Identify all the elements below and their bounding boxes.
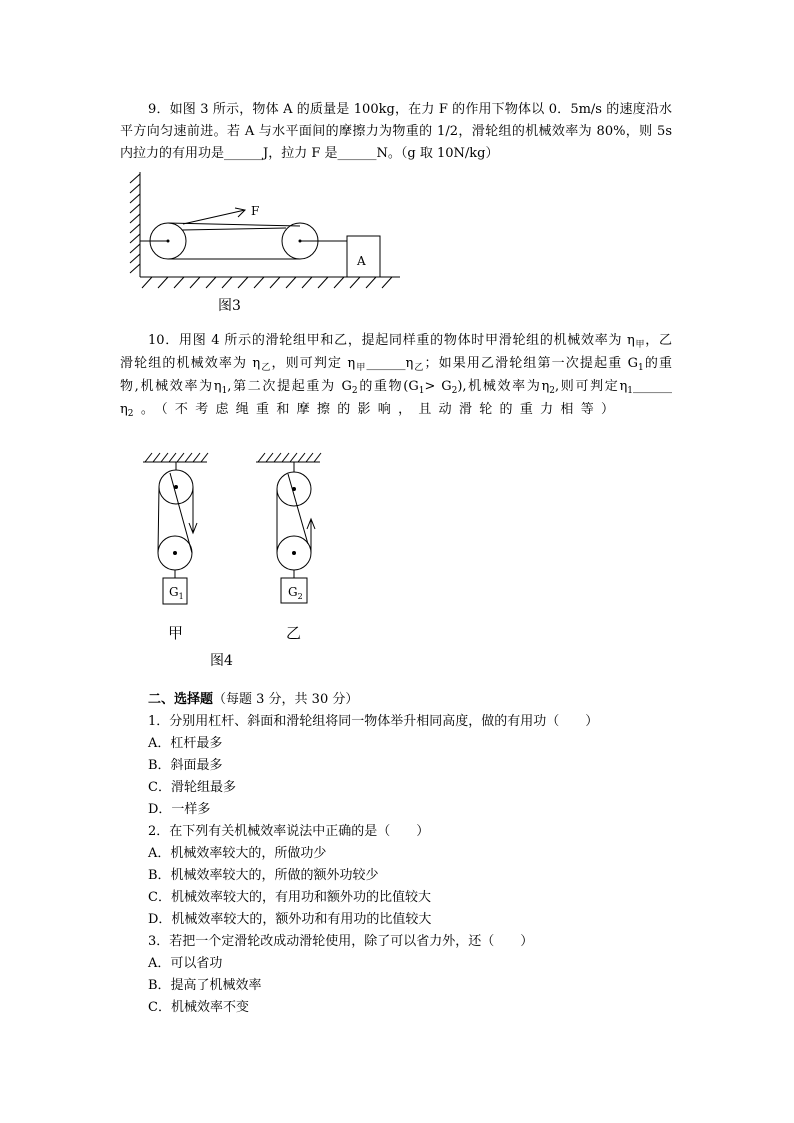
wall-hatching	[130, 174, 140, 273]
label-yi: 乙	[286, 624, 302, 642]
text-run: ，乙	[645, 333, 672, 348]
text-run: ，则可判定 η	[271, 356, 356, 371]
section-heading-title: 二、选择题	[148, 692, 214, 707]
force-label: F	[251, 204, 260, 218]
option: C．机械效率较大的，有用功和额外功的比值较大	[148, 890, 431, 905]
subscript: 1	[418, 386, 425, 396]
option: D．一样多	[148, 802, 211, 817]
text-run: 的重	[643, 356, 672, 371]
block-label: A	[357, 254, 366, 268]
option: A．杠杆最多	[148, 736, 223, 751]
question-10	[120, 329, 672, 421]
question-stem: 1．分别用杠杆、斜面和滑轮组将同一物体举升相同高度，做的有用功（ ）	[148, 714, 599, 729]
question-10-line-3	[120, 375, 672, 398]
subscript: 1	[627, 386, 633, 396]
text-run: ,则可判定η	[555, 379, 628, 394]
force-arrow	[183, 210, 245, 224]
subscript: 2	[127, 409, 134, 419]
question-10-line-1	[120, 329, 672, 352]
subscript: 1	[637, 363, 644, 373]
question-9	[120, 99, 672, 165]
subscript: 甲	[634, 340, 646, 350]
text-run: 9．如图 3 所示，物体 A 的质量是 100kg，在力 F 的作用下物体以 0．5m/s 的速度沿水	[148, 102, 672, 117]
text-run: ______η	[366, 356, 414, 371]
question-9-line-3	[120, 143, 672, 165]
option: C．滑轮组最多	[148, 780, 236, 795]
rope-top	[168, 223, 300, 226]
label-jia: 甲	[168, 624, 184, 642]
question-10-line-4	[120, 398, 614, 421]
question-9-line-1	[120, 99, 672, 121]
question-stem: 3．若把一个定滑轮改成动滑轮使用，除了可以省力外，还（ ）	[148, 934, 534, 949]
subscript: 1	[221, 386, 228, 396]
section-heading-note: （每题 3 分，共 30 分）	[213, 692, 359, 707]
option: C．机械效率不变	[148, 1000, 249, 1015]
text-run: ______	[632, 379, 672, 394]
option: B．提高了机械效率	[148, 978, 262, 993]
ceiling-right-hatching	[258, 453, 321, 462]
question-9-line-2	[120, 121, 672, 143]
text-run: 。（不考虑绳重和摩擦的影响，且动滑轮的重力相等）	[133, 402, 614, 417]
text-run: ),机械效率为η	[457, 379, 550, 394]
figure-4-pulley-systems	[130, 440, 340, 675]
option: D．机械效率较大的，额外功和有用功的比值较大	[148, 912, 432, 927]
weight-g2-label: $G_2$	[288, 585, 303, 601]
text-run: 滑轮组的机械效率为 η	[120, 356, 261, 371]
question-10-line-2	[120, 352, 672, 375]
subscript: 甲	[355, 363, 367, 373]
subscript: 2	[351, 386, 358, 396]
text-run: 内拉力的有用功是______J，拉力 F 是______N。（g 取 10N/kg）	[120, 146, 499, 161]
ground-hatching	[142, 277, 392, 288]
subscript: 乙	[413, 363, 425, 373]
option: B．机械效率较大的，所做的额外功较少	[148, 868, 379, 883]
option: A．机械效率较大的，所做功少	[148, 846, 327, 861]
force-arrow-head	[235, 208, 245, 217]
ceiling-left-hatching	[145, 453, 208, 462]
text-run: ；如果用乙滑轮组第一次提起重 G	[424, 356, 638, 371]
text-run: 物,机械效率为η	[120, 379, 222, 394]
question-stem: 2．在下列有关机械效率说法中正确的是（ ）	[148, 824, 430, 839]
weight-g1-label: $G_1$	[169, 585, 184, 601]
subscript: 乙	[260, 363, 272, 373]
option: A．可以省功	[148, 956, 223, 971]
text-run: ,第二次提起重为 G	[227, 379, 352, 394]
figure-3-pulley-diagram	[120, 168, 402, 320]
section-2-multiple-choice	[148, 689, 688, 1019]
text-run: η	[120, 402, 128, 417]
figure-3-caption: 图3	[218, 298, 241, 314]
figure-4-caption: 图4	[210, 653, 233, 669]
text-run: > G	[424, 379, 452, 394]
rope-middle	[182, 228, 286, 230]
option: B．斜面最多	[148, 758, 223, 773]
text-run: 平方向匀速前进。若 A 与水平面间的摩擦力为物重的 1/2，滑轮组的机械效率为 80%，则 5s	[120, 124, 672, 139]
text-run: 的重物(G	[357, 379, 419, 394]
section-heading	[148, 689, 688, 711]
subscript: 2	[549, 386, 556, 396]
subscript: 2	[451, 386, 458, 396]
text-run: 10．用图 4 所示的滑轮组甲和乙，提起同样重的物体时甲滑轮组的机械效率为 η	[148, 333, 635, 348]
